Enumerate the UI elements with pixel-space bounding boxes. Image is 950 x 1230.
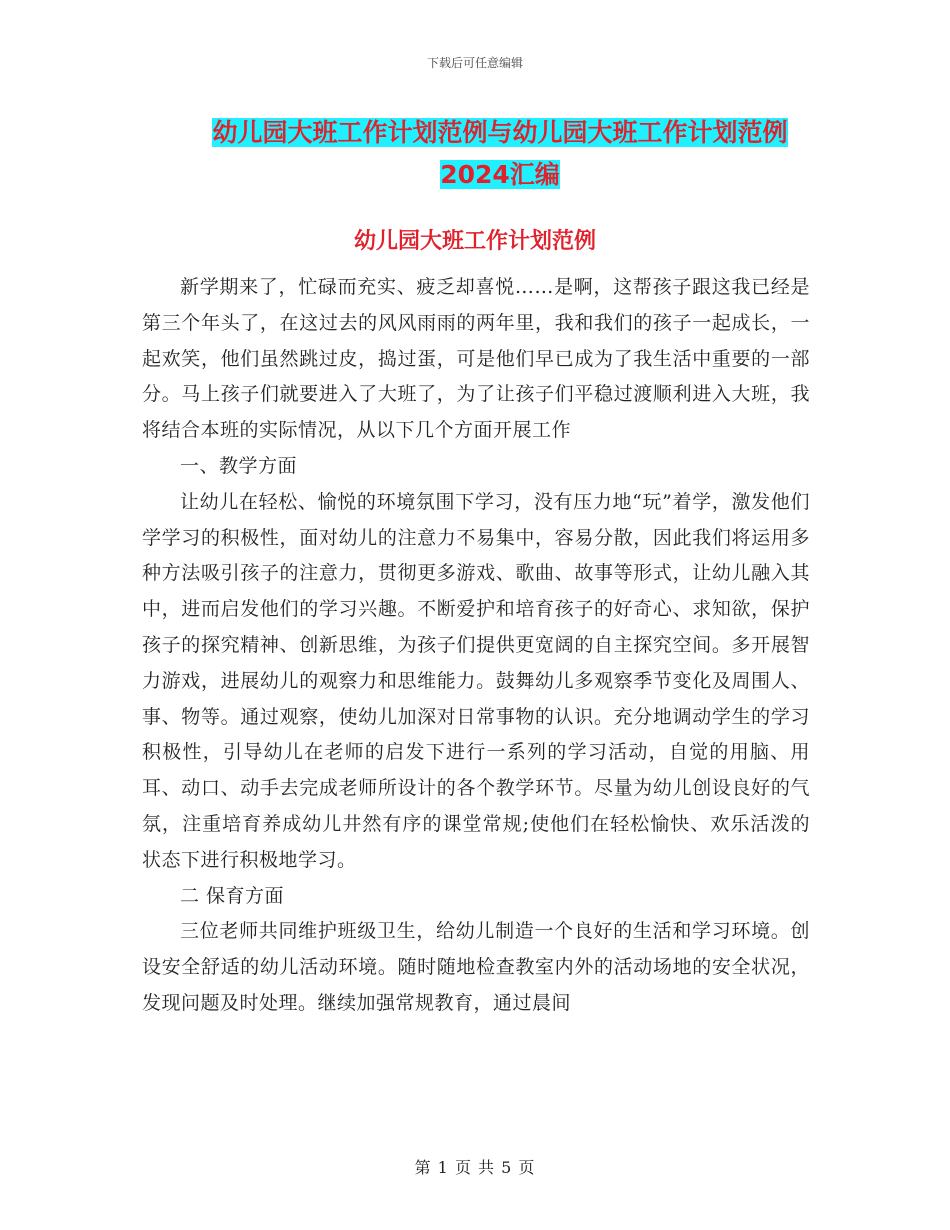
title-line-2: 2024汇编 — [440, 160, 560, 189]
body-text — [142, 270, 810, 1022]
paragraph-intro: 新学期来了，忙碌而充实、疲乏却喜悦……是啊，这帮孩子跟这我已经是第三个年头了，在这过去的风风雨雨的两年里，我和我们的孩子一起成长，一起欢笑，他们虽然跳过皮，捣过蛋，可是他们早已成为了我生活中重要的一部分。马上孩子们就要进入了大班了，为了让孩子们平稳过渡顺利进入大班，我将结合本班的实际情况，从以下几个方面开展工作 — [142, 276, 810, 442]
section-title: 幼儿园大班工作计划范例 — [353, 229, 596, 254]
heading-care: 二 保育方面 — [180, 884, 285, 907]
page-number-footer: 第 1 页 共 5 页 — [414, 1158, 536, 1177]
paragraph-care: 三位老师共同维护班级卫生，给幼儿制造一个良好的生活和学习环境。创设安全舒适的幼儿活动环境。随时随地检查教室内外的活动场地的安全状况，发现问题及时处理。继续加强常规教育，通过晨间 — [142, 920, 810, 1014]
heading-teaching: 一、教学方面 — [180, 454, 298, 477]
document-title — [150, 112, 850, 196]
page-header-note: 下载后可任意编辑 — [426, 56, 523, 70]
paragraph-teaching: 让幼儿在轻松、愉悦的环境氛围下学习，没有压力地“玩”着学，激发他们学学习的积极性，面对幼儿的注意力不易集中，容易分散，因此我们将运用多种方法吸引孩子的注意力，贯彻更多游戏、歌曲、故事等形式，让幼儿融入其中，进而启发他们的学习兴趣。不断爱护和培育孩子的好奇心、求知欲，保护孩子的探究精神、创新思维，为孩子们提供更宽阔的自主探究空间。多开展智力游戏，进展幼儿的观察力和思维能力。鼓舞幼儿多观察季节变化及周围人、事、物等。通过观察，使幼儿加深对日常事物的认识。充分地调动学生的学习积极性，引导幼儿在老师的启发下进行一系列的学习活动，自觉的用脑、用耳、动口、动手去完成老师所设计的各个教学环节。尽量为幼儿创设良好的气氛，注重培育养成幼儿井然有序的课堂常规;使他们在轻松愉快、欢乐活泼的状态下进行积极地学习。 — [142, 490, 810, 871]
title-line-1: 幼儿园大班工作计划范例与幼儿园大班工作计划范例 — [212, 118, 788, 147]
